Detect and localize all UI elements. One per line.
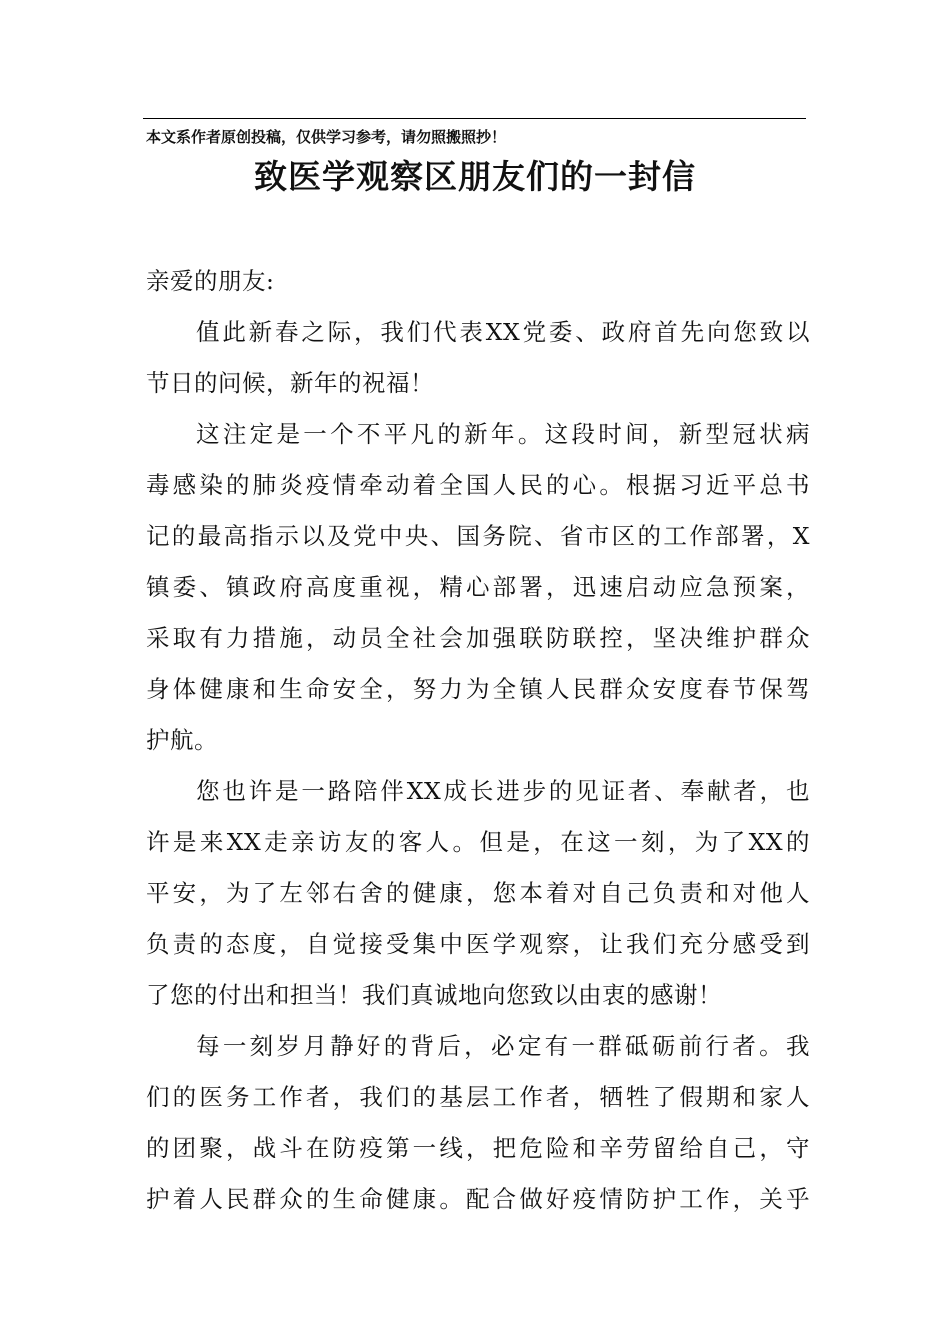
body-line: 的团聚，战斗在防疫第一线，把危险和辛劳留给自己，守 — [146, 1134, 810, 1162]
body-line: 您也许是一路陪伴XX成长进步的见证者、奉献者，也 — [196, 777, 810, 805]
body-line: 镇委、镇政府高度重视，精心部署，迅速启动应急预案， — [146, 573, 810, 601]
document-title: 致医学观察区朋友们的一封信 — [254, 157, 696, 196]
body-line: 记的最高指示以及党中央、国务院、省市区的工作部署，X — [146, 522, 810, 550]
body-line: 毒感染的肺炎疫情牵动着全国人民的心。根据习近平总书 — [146, 471, 810, 499]
body-line: 值此新春之际，我们代表XX党委、政府首先向您致以 — [196, 318, 810, 346]
body-line: 护航。 — [146, 726, 218, 754]
body-line: 了您的付出和担当！我们真诚地向您致以由衷的感谢！ — [146, 981, 722, 1009]
body-line: 平安，为了左邻右舍的健康，您本着对自己负责和对他人 — [146, 879, 810, 907]
body-line: 许是来XX走亲访友的客人。但是，在这一刻，为了XX的 — [146, 828, 810, 856]
header-note: 本文系作者原创投稿，仅供学习参考，请勿照搬照抄！ — [146, 128, 507, 146]
header-rule — [143, 118, 806, 119]
body-line: 护着人民群众的生命健康。配合做好疫情防护工作，关乎 — [146, 1185, 810, 1213]
body-line: 每一刻岁月静好的背后，必定有一群砥砺前行者。我 — [196, 1032, 810, 1060]
body-line: 负责的态度，自觉接受集中医学观察，让我们充分感受到 — [146, 930, 810, 958]
body-line: 节日的问候，新年的祝福！ — [146, 369, 434, 397]
body-line: 身体健康和生命安全，努力为全镇人民群众安度春节保驾 — [146, 675, 810, 703]
body-line: 这注定是一个不平凡的新年。这段时间，新型冠状病 — [196, 420, 810, 448]
body-line: 们的医务工作者，我们的基层工作者，牺牲了假期和家人 — [146, 1083, 810, 1111]
body-line: 亲爱的朋友: — [146, 267, 275, 295]
document-body — [146, 256, 810, 1225]
body-line: 采取有力措施，动员全社会加强联防联控，坚决维护群众 — [146, 624, 810, 652]
